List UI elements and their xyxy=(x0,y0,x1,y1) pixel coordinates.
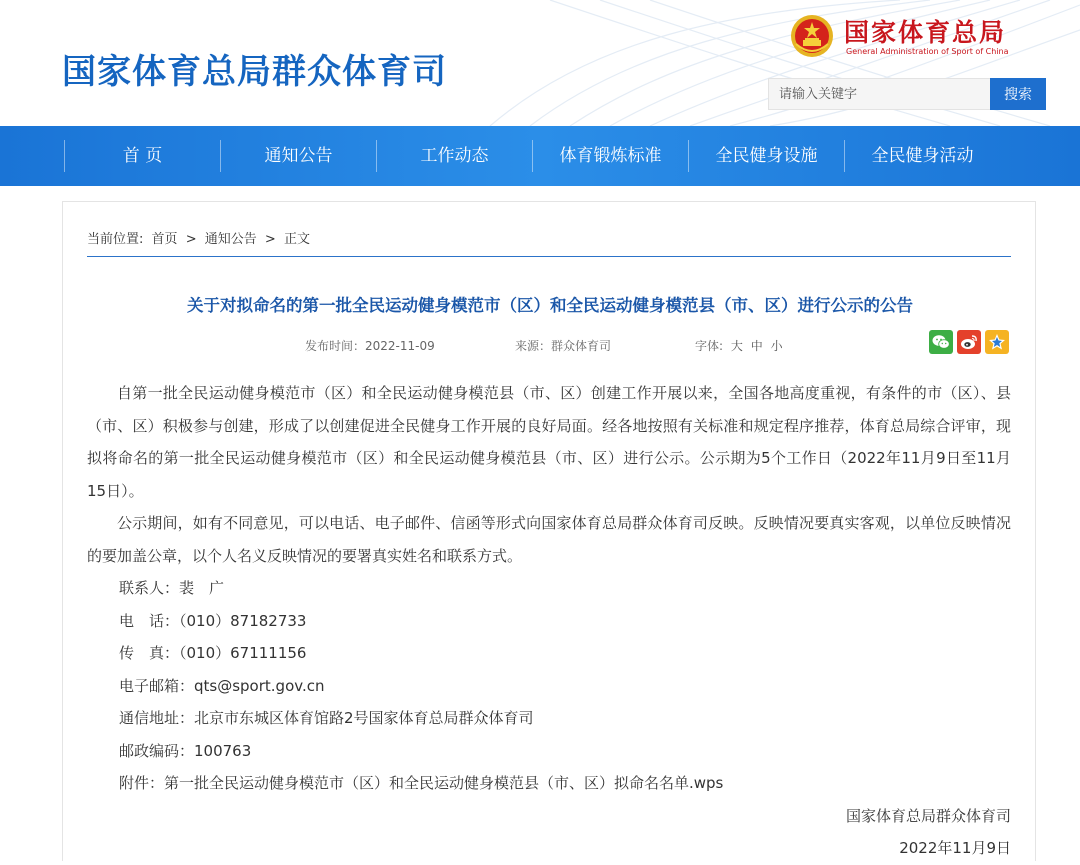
signature-date: 2022年11月9日 xyxy=(899,839,1011,857)
article-source: 来源：群众体育司 xyxy=(515,339,612,353)
breadcrumb-prefix: 当前位置: xyxy=(87,232,144,247)
logo[interactable] xyxy=(790,12,1030,62)
font-size-label: 字体: xyxy=(695,339,724,353)
nav-item-fitness-activities[interactable]: 全民健身活动 xyxy=(871,146,974,166)
logo-text-en: General Administration of Sport of China xyxy=(846,47,1009,56)
breadcrumb xyxy=(87,228,314,247)
logo-text-cn: 国家体育总局 xyxy=(844,18,1007,47)
search-button[interactable]: 搜索 xyxy=(990,78,1046,110)
nav-item-news[interactable]: 工作动态 xyxy=(420,146,489,166)
national-emblem-icon xyxy=(790,14,834,58)
signature-org: 国家体育总局群众体育司 xyxy=(845,806,1011,825)
site-header xyxy=(0,0,1080,126)
breadcrumb-notices[interactable]: 通知公告 xyxy=(204,232,257,247)
publish-date: 发布时间：2022-11-09 xyxy=(305,339,435,353)
font-size-control xyxy=(695,337,783,354)
article-body xyxy=(87,377,1011,865)
breadcrumb-divider xyxy=(87,256,1011,257)
nav-item-fitness-facilities[interactable]: 全民健身设施 xyxy=(715,146,818,166)
breadcrumb-home[interactable]: 首页 xyxy=(151,232,178,247)
wechat-share-icon[interactable] xyxy=(929,330,953,354)
nav-items xyxy=(64,126,1000,186)
site-title[interactable]: 国家体育总局群众体育司 xyxy=(62,52,447,92)
weibo-share-icon[interactable] xyxy=(957,330,981,354)
contact-postcode: 邮政编码：100763 xyxy=(119,741,252,760)
share-buttons xyxy=(929,330,1009,354)
contact-address: 通信地址：北京市东城区体育馆路2号国家体育总局群众体育司 xyxy=(119,709,534,727)
qzone-share-icon[interactable] xyxy=(985,330,1009,354)
article-container xyxy=(62,201,1036,861)
font-size-large[interactable]: 大 xyxy=(730,339,743,353)
breadcrumb-current: 正文 xyxy=(283,232,310,247)
contact-email: 电子邮箱：qts@sport.gov.cn xyxy=(119,676,325,695)
font-size-medium[interactable]: 中 xyxy=(750,339,763,353)
search-input[interactable] xyxy=(768,78,990,110)
breadcrumb-separator: > xyxy=(185,232,197,247)
main-nav xyxy=(0,126,1080,186)
article-paragraph: 公示期间，如有不同意见，可以电话、电子邮件、信函等形式向国家体育总局群众体育司反映。反映情况要真实客观，以单位反映情况的要加盖公章，以个人名义反映情况的要署真实姓名和联系方式。 xyxy=(87,514,1011,565)
font-size-small[interactable]: 小 xyxy=(770,339,783,353)
article-paragraph: 自第一批全民运动健身模范市（区）和全民运动健身模范县（市、区）创建工作开展以来，全国各地高度重视，有条件的市（区）、县（市、区）积极参与创建，形成了以创建促进全民健身工作开展的良好局面。经各地按照有关标准和规定程序推荐，体育总局综合评审，现拟将命名的第一批全民运动健身模范市（区）和全民运动健身模范县（市、区）进行公示。公示期为5个工作日（2022年11月9日至11月15日）。 xyxy=(87,384,1011,500)
article-title: 关于对拟命名的第一批全民运动健身模范市（区）和全民运动健身模范县（市、区）进行公示的公告 xyxy=(187,296,913,315)
breadcrumb-separator: > xyxy=(264,232,276,247)
attachment-link[interactable]: 附件：第一批全民运动健身模范市（区）和全民运动健身模范县（市、区）拟命名名单.wps xyxy=(119,774,724,792)
nav-item-home[interactable]: 首 页 xyxy=(122,146,163,166)
nav-item-fitness-standards[interactable]: 体育锻炼标准 xyxy=(559,146,662,166)
contact-phone: 电 话：（010）87182733 xyxy=(119,611,307,630)
nav-item-notices[interactable]: 通知公告 xyxy=(264,146,333,166)
contact-fax: 传 真：（010）67111156 xyxy=(119,644,307,662)
contact-person: 联系人：裴 广 xyxy=(119,579,225,597)
search-box xyxy=(768,78,1046,110)
